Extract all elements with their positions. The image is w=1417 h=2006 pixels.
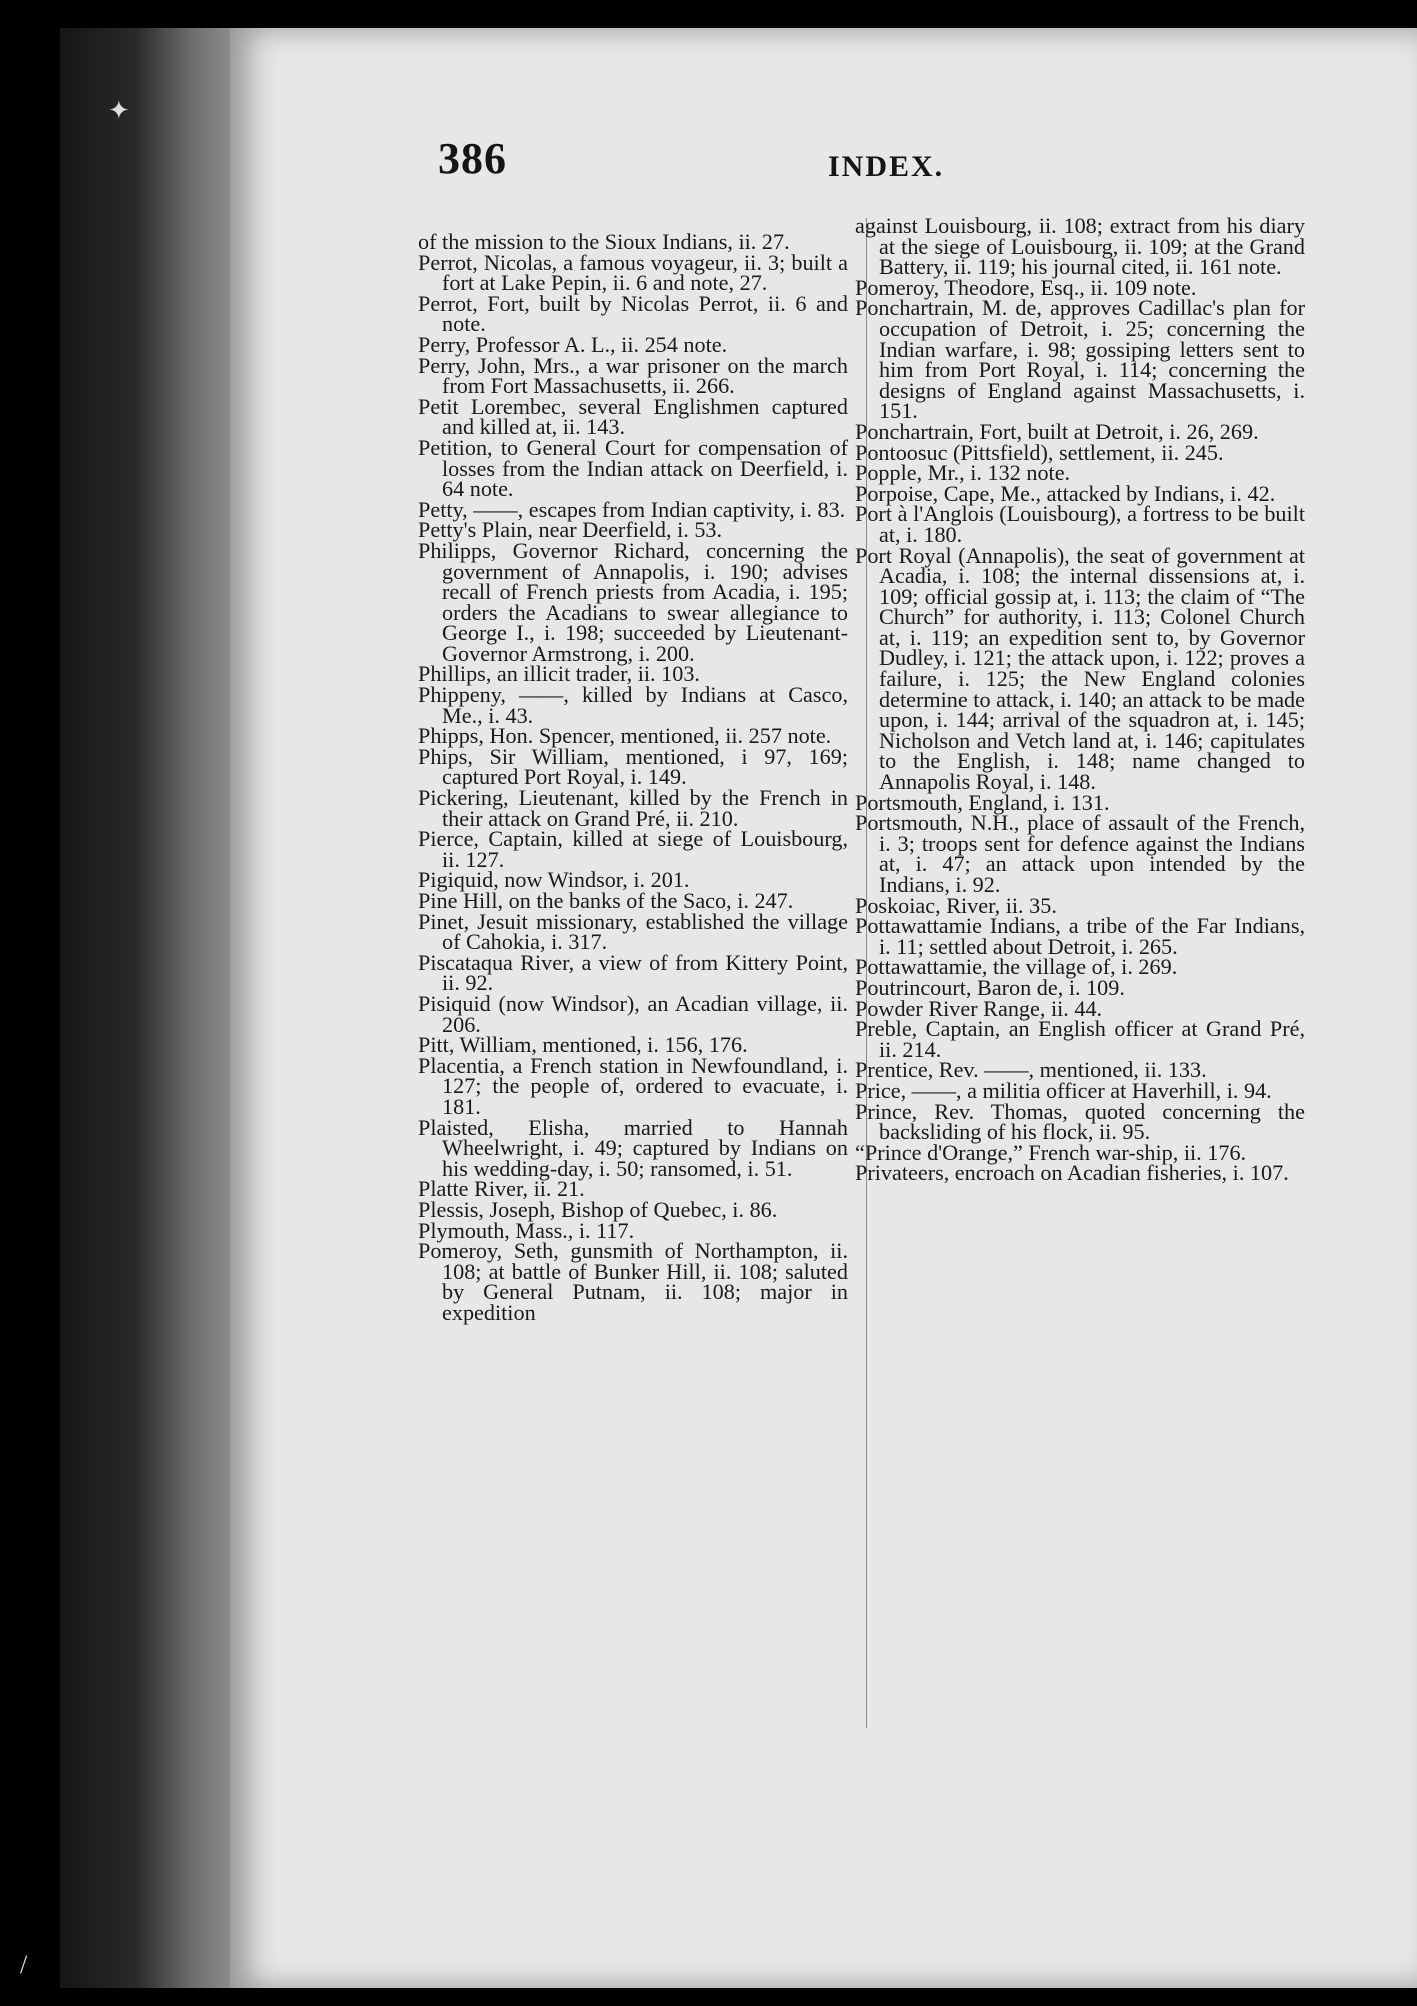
index-column-right xyxy=(855,213,1305,1186)
index-entry: Pickering, Lieutenant, killed by the French in their attack on Grand Pré, ii. 210. xyxy=(418,785,848,831)
index-entry: Pisiquid (now Windsor), an Acadian village, ii. 206. xyxy=(418,990,848,1037)
page-number: 386 xyxy=(438,134,507,183)
index-entry: Port Royal (Annapolis), the seat of government at Acadia, i. 108; the internal dissensions at, i. 109; official gossip at, i. 113; the claim of “The Church” for authority, i. 113; Colonel Church at, i. 119; an expedition sent to, by Governor Dudley, i. 121; the attack upon, i. 122; proves a failure, i. 125; the New England colonies determine to attack, i. 140; an attack to be made upon, i. 144; arrival of the squadron at, i. 145; Nicholson and Vetch land at, i. 146; capitulates to the English, i. 148; name changed to Annapolis Royal, i. 148. xyxy=(855,542,1305,795)
index-entry: “Prince d'Orange,” French war-ship, ii. 176. xyxy=(855,1139,1247,1165)
index-entry: Price, ——, a militia officer at Haverhill, i. 94. xyxy=(855,1077,1272,1103)
index-entry: Plymouth, Mass., i. 117. xyxy=(418,1217,635,1243)
index-entry: Perrot, Nicolas, a famous voyageur, ii. 3; built a fort at Lake Pepin, ii. 6 and note, 27. xyxy=(418,249,848,296)
index-entry: Perrot, Fort, built by Nicolas Perrot, ii. 6 and note. xyxy=(418,290,848,337)
index-entry: Privateers, encroach on Acadian fisheries, i. 107. xyxy=(855,1160,1289,1186)
index-entry: Ponchartrain, M. de, approves Cadillac's plan for occupation of Detroit, i. 25; concerning the Indian warfare, i. 98; gossiping letters sent to him from Port Royal, i. 114; concerning the designs of England against Massachusetts, i. 151. xyxy=(855,295,1305,424)
index-entry: Powder River Range, ii. 44. xyxy=(855,995,1103,1021)
index-entry: Phippeny, ——, killed by Indians at Casco, Me., i. 43. xyxy=(418,682,848,728)
index-entry: Pitt, William, mentioned, i. 156, 176. xyxy=(418,1032,748,1058)
index-entry: Perry, Professor A. L., ii. 254 note. xyxy=(418,331,728,357)
index-entry: Pottawattamie, the village of, i. 269. xyxy=(855,954,1178,980)
index-entry: Plaisted, Elisha, married to Hannah Wheelwright, i. 49; captured by Indians on his wedding-day, i. 50; ransomed, i. 51. xyxy=(418,1114,848,1181)
index-entry: Platte River, ii. 21. xyxy=(418,1176,585,1202)
index-entry: Popple, Mr., i. 132 note. xyxy=(855,460,1071,486)
index-entry: of the mission to the Sioux Indians, ii. 27. xyxy=(418,229,790,254)
index-entry: Pomeroy, Theodore, Esq., ii. 109 note. xyxy=(855,274,1197,300)
index-entry: Porpoise, Cape, Me., attacked by Indians, i. 42. xyxy=(855,480,1276,506)
index-entry: Pinet, Jesuit missionary, established the village of Cahokia, i. 317. xyxy=(418,908,848,955)
index-entry: Pierce, Captain, killed at siege of Louisbourg, ii. 127. xyxy=(418,826,848,872)
book-spine-edge xyxy=(60,28,250,1988)
index-entry: Pottawattamie Indians, a tribe of the Far Indians, i. 11; settled about Detroit, i. 265. xyxy=(855,913,1305,959)
index-entry: Piscataqua River, a view of from Kittery Point, ii. 92. xyxy=(418,949,848,996)
index-entry: Phips, Sir William, mentioned, i 97, 169; captured Port Royal, i. 149. xyxy=(418,743,848,790)
index-entry: Pine Hill, on the banks of the Saco, i. 247. xyxy=(418,888,794,913)
index-entry: Pontoosuc (Pittsfield), settlement, ii. 245. xyxy=(855,439,1224,465)
index-entry: against Louisbourg, ii. 108; extract from his diary at the siege of Louisbourg, ii. 109; at the Grand Battery, ii. 119; his journal cited, ii. 161 note. xyxy=(855,213,1305,280)
index-entry: Prince, Rev. Thomas, quoted concerning the backsliding of his flock, ii. 95. xyxy=(855,1098,1305,1145)
index-entry: Pigiquid, now Windsor, i. 201. xyxy=(418,867,690,893)
index-entry: Ponchartrain, Fort, built at Detroit, i. 26, 269. xyxy=(855,418,1259,444)
index-entry: Port à l'Anglois (Louisbourg), a fortress to be built at, i. 180. xyxy=(855,501,1305,547)
index-entry: Placentia, a French station in Newfoundland, i. 127; the people of, ordered to evacuate, i. 181. xyxy=(418,1052,848,1119)
index-entry: Philipps, Governor Richard, concerning the government of Annapolis, i. 190; advises recall of French priests from Acadia, i. 195; orders the Acadians to swear allegiance to George I., i. 198; succeeded by Lieutenant-Governor Armstrong, i. 200. xyxy=(418,537,848,666)
index-entry: Pomeroy, Seth, gunsmith of Northampton, ii. 108; at battle of Bunker Hill, ii. 108; saluted by General Putnam, ii. 108; major in expedition xyxy=(418,1238,848,1325)
index-column-left xyxy=(418,229,848,1325)
index-entry: Preble, Captain, an English officer at Grand Pré, ii. 214. xyxy=(855,1016,1305,1062)
index-entry: Poskoiac, River, ii. 35. xyxy=(855,892,1057,918)
index-entry: Petty, ——, escapes from Indian captivity, i. 83. xyxy=(418,496,846,522)
index-entry: Phipps, Hon. Spencer, mentioned, ii. 257 note. xyxy=(418,723,832,749)
index-entry: Portsmouth, N.H., place of assault of the French, i. 3; troops sent for defence against the Indians at, i. 47; an attack upon intended by the Indians, i. 92. xyxy=(855,810,1305,897)
index-entry: Petit Lorembec, several Englishmen captured and killed at, ii. 143. xyxy=(418,393,848,440)
index-entry: Portsmouth, England, i. 131. xyxy=(855,789,1110,815)
index-entry: Perry, John, Mrs., a war prisoner on the march from Fort Massachusetts, ii. 266. xyxy=(418,352,848,399)
index-entry: Prentice, Rev. ——, mentioned, ii. 133. xyxy=(855,1057,1207,1083)
index-entry: Poutrincourt, Baron de, i. 109. xyxy=(855,974,1125,1000)
scan-speck: ✦ xyxy=(108,96,130,125)
scan-speck: / xyxy=(20,1950,28,1979)
index-entry: Plessis, Joseph, Bishop of Quebec, i. 86. xyxy=(418,1196,778,1222)
index-entry: Phillips, an illicit trader, ii. 103. xyxy=(418,661,700,687)
index-entry: Petition, to General Court for compensation of losses from the Indian attack on Deerfield, i. 64 note. xyxy=(418,434,848,502)
index-entry: Petty's Plain, near Deerfield, i. 53. xyxy=(418,517,723,543)
running-head: INDEX. xyxy=(828,150,945,183)
